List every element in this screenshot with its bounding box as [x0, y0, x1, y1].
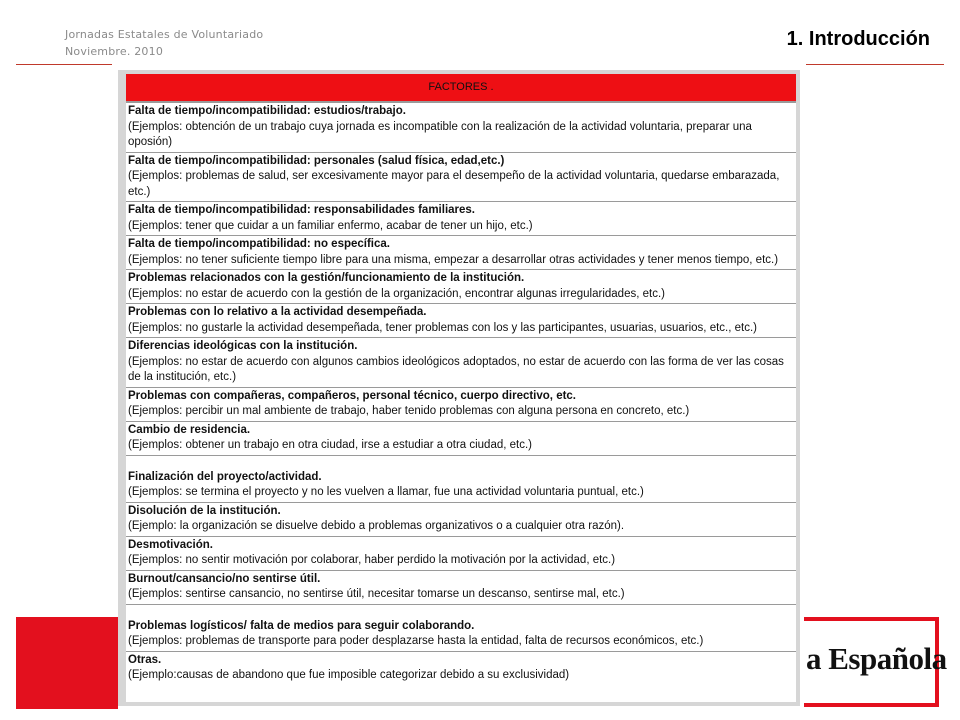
factor-title: Problemas relacionados con la gestión/funcionamiento de la institución. — [128, 272, 525, 284]
table-row — [126, 338, 796, 388]
factor-example: (Ejemplos: obtener un trabajo en otra ciudad, irse a estudiar a otra ciudad, etc.) — [128, 439, 533, 451]
table-row — [126, 202, 796, 236]
factor-title: Falta de tiempo/incompatibilidad: no específica. — [128, 238, 390, 250]
factor-title: Cambio de residencia. — [128, 423, 251, 436]
factor-title: Problemas con lo relativo a la actividad desempeñada. — [128, 306, 427, 318]
table-header: FACTORES . — [126, 74, 796, 103]
factor-example: (Ejemplos: no estar de acuerdo con la gestión de la organización, encontrar algunas irregularidades, etc.) — [128, 287, 665, 300]
factor-title: Finalización del proyecto/actividad. — [128, 470, 322, 483]
table-row — [126, 270, 796, 304]
event-name: Jornadas Estatales de Voluntariado — [65, 28, 264, 41]
factor-title: Falta de tiempo/incompatibilidad: personales (salud física, edad,etc.) — [128, 154, 505, 167]
factor-title: Disolución de la institución. — [128, 504, 281, 517]
table-row — [126, 388, 796, 422]
table-row — [126, 236, 796, 270]
factor-title: Problemas con compañeras, compañeros, personal técnico, cuerpo directivo, etc. — [128, 389, 577, 402]
table-row — [126, 103, 796, 153]
factor-example: (Ejemplos: problemas de transporte para poder desplazarse hasta la entidad, falta de recursos económicos, etc.) — [128, 635, 704, 647]
factor-example: (Ejemplos: tener que cuidar a un familiar enfermo, acabar de tener un hijo, etc.) — [128, 219, 533, 232]
event-date: Noviembre. 2010 — [65, 45, 164, 58]
section-title: 1. Introducción — [786, 28, 930, 50]
factors-table-panel — [118, 70, 800, 706]
factor-example: (Ejemplos: obtención de un trabajo cuya jornada es incompatible con la realización de la actividad voluntaria, preparar una oposión) — [128, 120, 752, 148]
table-row — [126, 652, 796, 685]
factor-title: Falta de tiempo/incompatibilidad: estudios/trabajo. — [128, 105, 406, 117]
table-row — [126, 456, 796, 503]
factor-example: (Ejemplos: problemas de salud, ser excesivamente mayor para el desempeño de la actividad voluntaria, quedarse embarazada, etc.) — [128, 170, 780, 198]
factors-table — [126, 74, 796, 702]
factor-title: Burnout/cansancio/no sentirse útil. — [128, 572, 321, 585]
factor-title: Problemas logísticos/ falta de medios para seguir colaborando. — [128, 619, 475, 632]
table-row — [126, 153, 796, 203]
event-subtitle — [65, 26, 263, 60]
table-row — [126, 571, 796, 605]
factor-title: Diferencias ideológicas con la institución. — [128, 340, 358, 352]
table-row — [126, 605, 796, 652]
factor-example: (Ejemplos: no estar de acuerdo con algunos cambios ideológicos adoptados, no estar de acuerdo con las forma de ver las cosas de la institución, etc.) — [128, 355, 784, 383]
decorative-red-block — [16, 617, 118, 709]
factor-example: (Ejemplos: percibir un mal ambiente de trabajo, haber tenido problemas con alguna persona en concreto, etc.) — [128, 405, 690, 417]
table-row — [126, 304, 796, 338]
table-row — [126, 537, 796, 571]
logo-text: a Española — [806, 641, 947, 676]
factor-example: (Ejemplos: no tener suficiente tiempo libre para una misma, empezar a desarrollar otras actividades y tener menos tiempo, etc.) — [128, 253, 779, 266]
factor-example: (Ejemplo: la organización se disuelve debido a problemas organizativos o a cualquier otra razón). — [128, 520, 625, 532]
table-row — [126, 422, 796, 456]
factor-title: Desmotivación. — [128, 538, 213, 551]
factor-example: (Ejemplos: no gustarle la actividad desempeñada, tener problemas con los y las participantes, usuarias, usuarios, etc., etc.) — [128, 321, 757, 334]
factor-title: Otras. — [128, 653, 162, 666]
header-rule-right — [806, 64, 944, 65]
factor-example: (Ejemplos: se termina el proyecto y no les vuelven a llamar, fue una actividad voluntaria puntual, etc.) — [128, 486, 644, 498]
factor-example: (Ejemplos: sentirse cansancio, no sentirse útil, necesitar tomarse un descanso, sentirse mal, etc.) — [128, 588, 625, 600]
factor-example: (Ejemplo:causas de abandono que fue imposible categorizar debido a su exclusividad) — [128, 669, 570, 681]
factor-title: Falta de tiempo/incompatibilidad: responsabilidades familiares. — [128, 204, 475, 216]
table-row — [126, 503, 796, 537]
factor-example: (Ejemplos: no sentir motivación por colaborar, haber perdido la motivación por la actividad, etc.) — [128, 554, 616, 566]
header-rule-left — [16, 64, 112, 65]
